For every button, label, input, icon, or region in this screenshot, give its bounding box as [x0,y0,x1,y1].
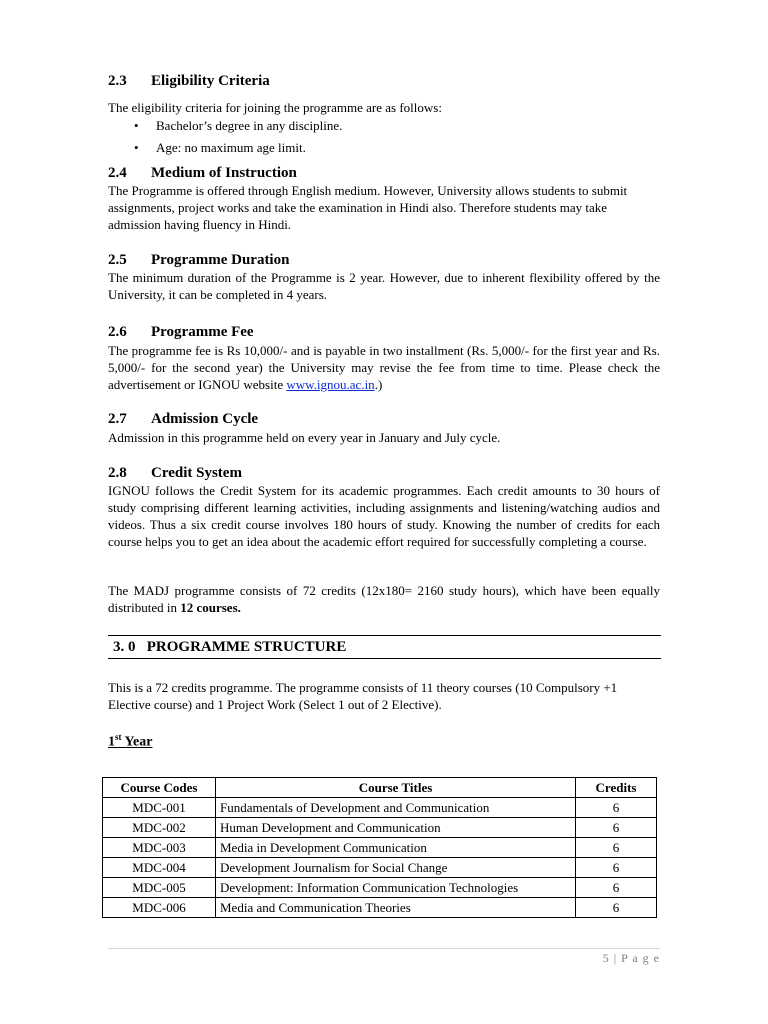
table-row [103,838,657,858]
bullet-icon: • [134,118,139,133]
section-heading-admission: 2.7 Admission Cycle [108,411,259,427]
course-credits: 6 [576,898,657,918]
course-credits: 6 [576,818,657,838]
programme-structure-bar [108,635,661,659]
admission-paragraph: Admission in this programme held on every year in January and July cycle. [108,430,501,445]
list-item: • Age: no maximum age limit. [134,140,306,155]
course-title: Development Journalism for Social Change [216,858,576,878]
course-credits: 6 [576,858,657,878]
list-item: • Bachelor’s degree in any discipline. [134,118,343,133]
course-title: Media and Communication Theories [216,898,576,918]
bullet-icon: • [134,140,139,155]
programme-structure-heading: 3. 0 PROGRAMME STRUCTURE [113,639,347,655]
eligibility-intro: The eligibility criteria for joining the programme are as follows: [108,100,442,115]
table-row [103,858,657,878]
table-row [103,898,657,918]
course-title: Media in Development Communication [216,838,576,858]
table-header-row [103,778,657,798]
course-code: MDC-003 [103,838,216,858]
page-number: 5 | P a g e [602,951,660,965]
table-row [103,878,657,898]
duration-paragraph: The minimum duration of the Programme is 2 year. However, due to inherent flexibility offered by the University, it can be completed in 4 years. [108,270,660,302]
course-code: MDC-006 [103,898,216,918]
section-heading-eligibility: 2.3 Eligibility Criteria [108,73,270,89]
eligibility-list [108,117,660,161]
course-credits: 6 [576,838,657,858]
course-title: Development: Information Communication Technologies [216,878,576,898]
section-heading-medium: 2.4 Medium of Instruction [108,165,297,181]
table-row [103,818,657,838]
ignou-website-link[interactable]: www.ignou.ac.in [286,377,375,392]
course-code: MDC-001 [103,798,216,818]
year-label: 1st Year [108,732,153,750]
medium-paragraph: The Programme is offered through English medium. However, University allows students to submit assignments, project works and take the examination in Hindi also. Therefore students may take admission having fluency in Hindi. [108,183,628,232]
credit-paragraph: IGNOU follows the Credit System for its academic programmes. Each credit amounts to 30 hours of study comprising different learning activities, including assignments and listening/watching audios and videos. Thus a six credit course involves 180 hours of study. Knowing the number of credits for each course helps you to get an idea about the academic effort required for successfully completing a course. [108,483,660,549]
course-credits: 6 [576,798,657,818]
column-header-credits: Credits [576,778,657,798]
course-code: MDC-002 [103,818,216,838]
course-code: MDC-004 [103,858,216,878]
course-title: Fundamentals of Development and Communication [216,798,576,818]
structure-paragraph: This is a 72 credits programme. The programme consists of 11 theory courses (10 Compulsory +1 Elective course) and 1 Project Work (Select 1 out of 2 Elective). [108,680,618,712]
course-credits: 6 [576,878,657,898]
section-heading-duration: 2.5 Programme Duration [108,252,290,268]
course-title: Human Development and Communication [216,818,576,838]
fee-paragraph: The programme fee is Rs 10,000/- and is payable in two installment (Rs. 5,000/- for the first year and Rs. 5,000/- for the second year) the University may revise the fee from time to time. Please check the advertisement or IGNOU website www.ignou.ac.in.) [108,343,660,392]
column-header-codes: Course Codes [103,778,216,798]
course-code: MDC-005 [103,878,216,898]
column-header-titles: Course Titles [216,778,576,798]
credit-paragraph-2: The MADJ programme consists of 72 credits (12x180= 2160 study hours), which have been equally distributed in 12 courses. [108,583,660,615]
course-table [102,777,657,918]
section-heading-fee: 2.6 Programme Fee [108,324,254,340]
table-row [103,798,657,818]
section-heading-credit: 2.8 Credit System [108,465,242,481]
footer-divider [108,948,660,949]
